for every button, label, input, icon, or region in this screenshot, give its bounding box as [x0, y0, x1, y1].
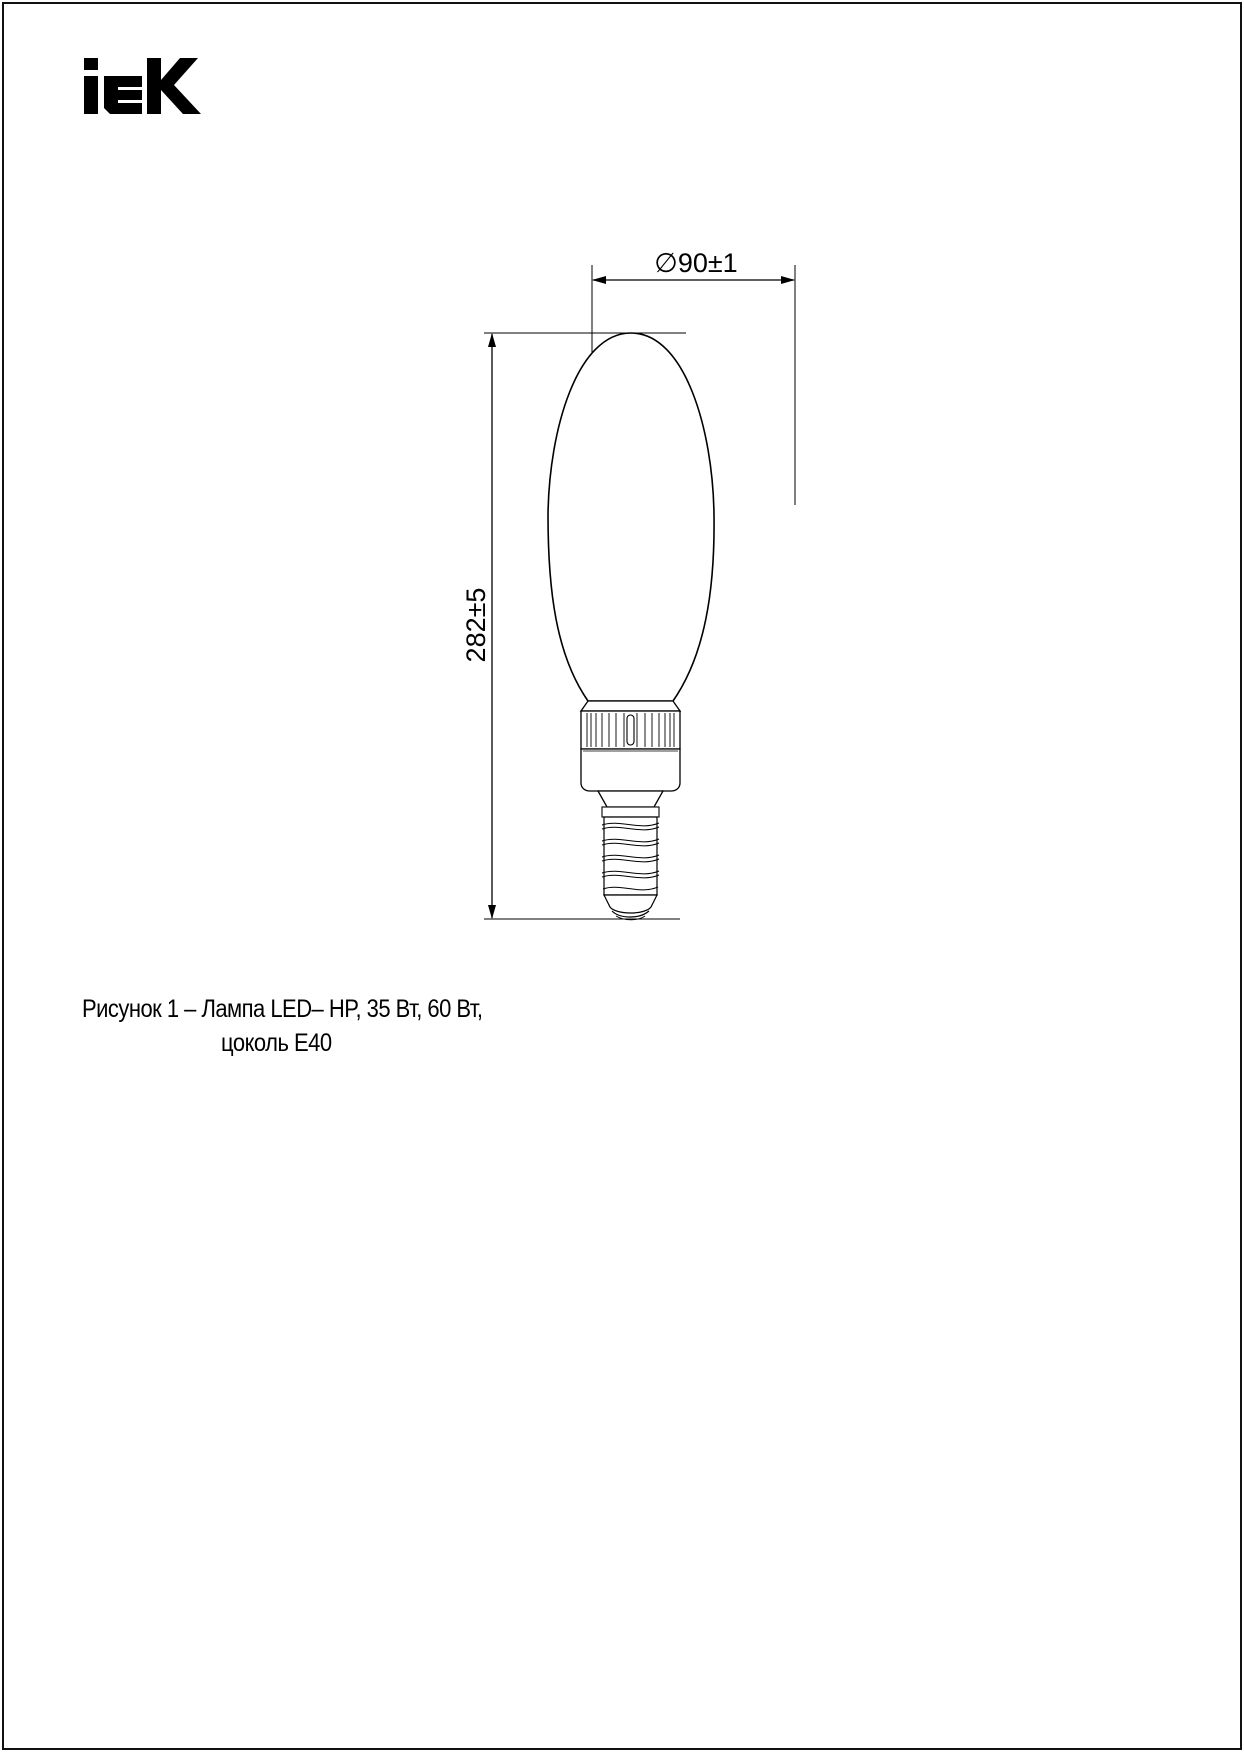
- bulb-glass: [548, 333, 714, 701]
- lamp-collar: [581, 701, 680, 791]
- height-label: 282±5: [461, 587, 491, 663]
- caption-line-2: цоколь Е40: [221, 1029, 332, 1057]
- lamp-drawing: [440, 235, 820, 935]
- diameter-label: ∅90±1: [654, 248, 738, 278]
- iek-logo: [84, 58, 204, 118]
- iek-logo-mark: [84, 58, 204, 118]
- figure-caption: [82, 992, 482, 1060]
- lamp-base-e40: [598, 791, 663, 920]
- lamp-dimension-drawing: [440, 235, 820, 935]
- caption-line-1: Рисунок 1 – Лампа LED– HP, 35 Вт, 60 Вт,: [82, 995, 483, 1023]
